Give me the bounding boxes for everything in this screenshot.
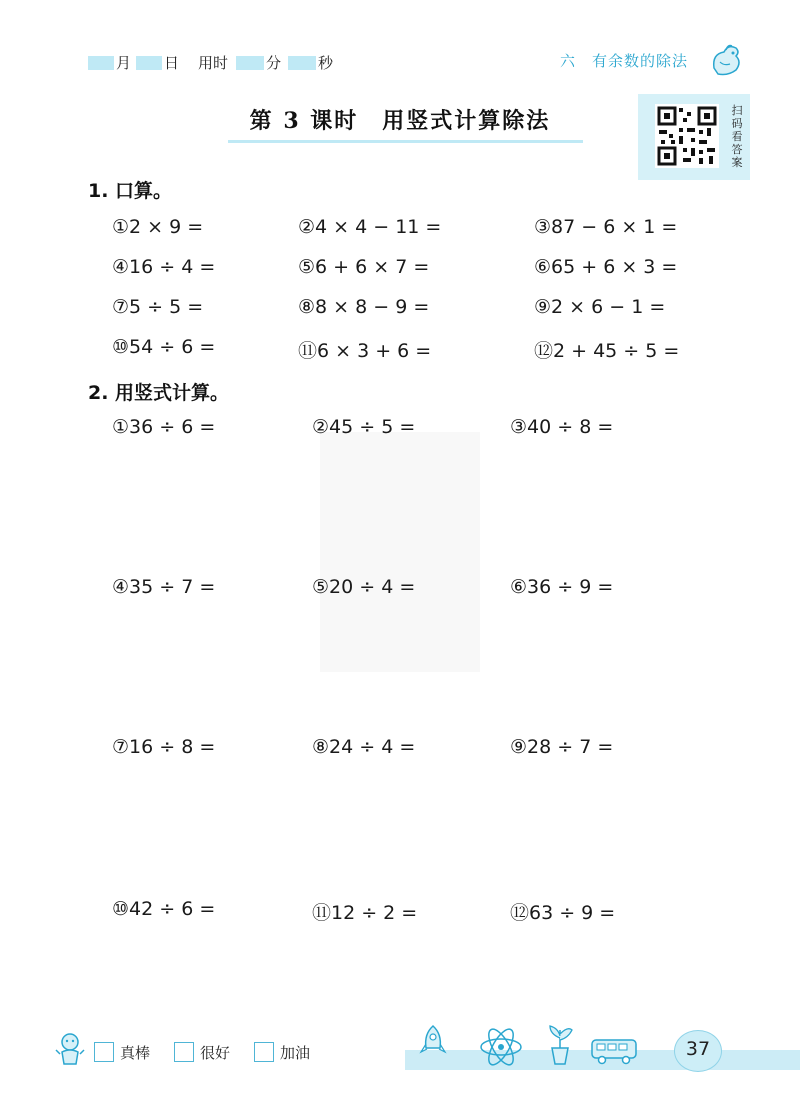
bus-icon	[590, 1036, 638, 1066]
cartoon-figure-icon	[52, 1030, 88, 1068]
question-1-heading: 1. 口算。	[88, 180, 173, 202]
minutes-label: 分	[266, 54, 282, 72]
rating-label-good: 很好	[200, 1044, 231, 1062]
rating-label-keep-going: 加油	[280, 1044, 311, 1062]
mental-math-item: ③87 − 6 × 1 =	[534, 216, 678, 238]
vertical-division-item: ⑩42 ÷ 6 =	[112, 898, 216, 920]
mental-math-item: ④16 ÷ 4 =	[112, 256, 216, 278]
vertical-division-item: ⑦16 ÷ 8 =	[112, 736, 216, 758]
mental-math-item: ⑥65 + 6 × 3 =	[534, 256, 678, 278]
potted-plant-icon	[544, 1020, 576, 1066]
atom-icon	[478, 1026, 524, 1068]
page-number: 37	[685, 1038, 711, 1060]
seconds-label: 秒	[318, 54, 334, 72]
vertical-division-item: ⑨28 ÷ 7 =	[510, 736, 614, 758]
title-underline	[228, 140, 583, 143]
vertical-division-item: ⑧24 ÷ 4 =	[312, 736, 416, 758]
day-blank[interactable]	[136, 56, 162, 70]
qr-caption: 扫 码 看 答 案	[731, 104, 743, 169]
mental-math-item: ⑧8 × 8 − 9 =	[298, 296, 430, 318]
rocket-icon	[418, 1024, 448, 1060]
qr-code-icon[interactable]	[655, 104, 719, 168]
page-title: 第 3 课时 用竖式计算除法	[249, 108, 551, 134]
rating-checkbox-good[interactable]	[174, 1042, 194, 1062]
rating-label-great: 真棒	[120, 1044, 151, 1062]
vertical-division-item: ②45 ÷ 5 =	[312, 416, 416, 438]
vertical-division-item: ⑥36 ÷ 9 =	[510, 576, 614, 598]
vertical-division-item: ④35 ÷ 7 =	[112, 576, 216, 598]
faint-watermark	[320, 432, 480, 672]
minutes-blank[interactable]	[236, 56, 264, 70]
mental-math-item: ⑨2 × 6 − 1 =	[534, 296, 666, 318]
seconds-blank[interactable]	[288, 56, 316, 70]
vertical-division-item: ⑫63 ÷ 9 =	[510, 902, 616, 924]
mental-math-item: ①2 × 9 =	[112, 216, 204, 238]
vertical-division-item: ⑤20 ÷ 4 =	[312, 576, 416, 598]
mental-math-item: ⑪6 × 3 + 6 =	[298, 340, 432, 362]
vertical-division-item: ③40 ÷ 8 =	[510, 416, 614, 438]
mental-math-item: ⑦5 ÷ 5 =	[112, 296, 204, 318]
question-2-heading: 2. 用竖式计算。	[88, 382, 230, 404]
month-label: 月	[116, 54, 132, 72]
month-blank[interactable]	[88, 56, 114, 70]
time-used-label: 用时	[198, 54, 229, 72]
day-label: 日	[164, 54, 180, 72]
rating-checkbox-keep-going[interactable]	[254, 1042, 274, 1062]
section-label: 六 有余数的除法	[560, 52, 689, 70]
mental-math-item: ②4 × 4 − 11 =	[298, 216, 442, 238]
mental-math-item: ⑤6 + 6 × 7 =	[298, 256, 430, 278]
mental-math-item: ⑫2 + 45 ÷ 5 =	[534, 340, 680, 362]
qr-panel	[638, 94, 750, 180]
rating-checkbox-great[interactable]	[94, 1042, 114, 1062]
vertical-division-item: ①36 ÷ 6 =	[112, 416, 216, 438]
mental-math-item: ⑩54 ÷ 6 =	[112, 336, 216, 358]
vertical-division-item: ⑪12 ÷ 2 =	[312, 902, 418, 924]
rooster-icon	[706, 40, 746, 80]
